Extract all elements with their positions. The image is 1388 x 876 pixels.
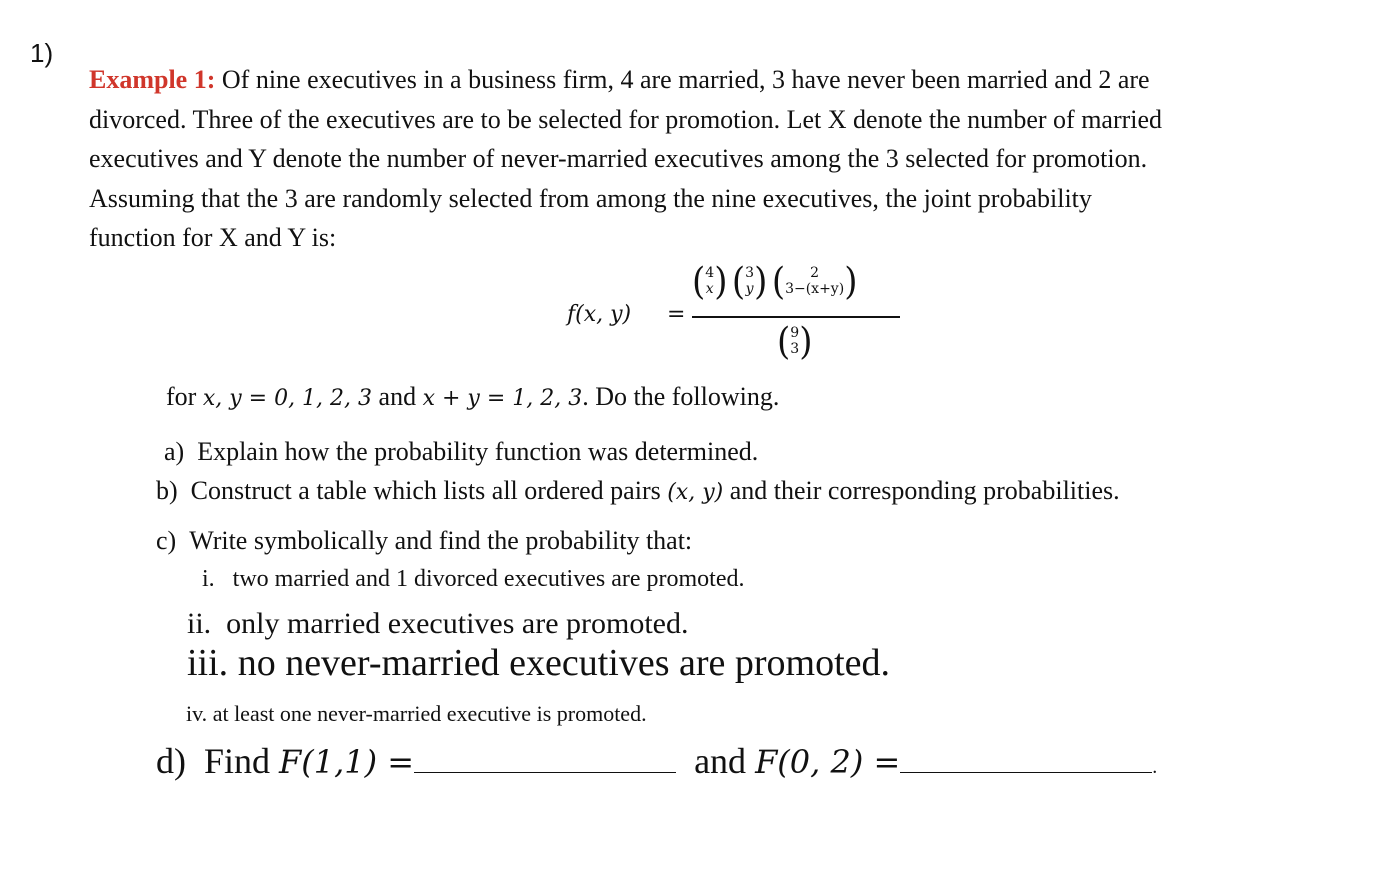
item-c-ii-label: ii. [187,607,212,640]
binom-3-y: (3 y) [731,260,768,304]
item-a-label: a) [164,437,185,466]
item-b-math: (x, y) [667,480,724,505]
formula-equals: = [667,302,686,327]
domain-and: and [372,382,423,411]
item-d-math-2: F(0, 2) = [755,743,901,781]
item-b-text-post: and their corresponding probabilities. [723,476,1120,505]
joint-probability-formula [567,262,907,362]
item-a [164,437,758,467]
formula-denominator [777,322,812,362]
binom-9-3: (9 3) [777,320,813,364]
binom3-top: 2 [810,265,820,281]
item-d [156,740,1157,782]
example-line-5: function for X and Y is: [89,223,337,253]
item-c-ii-text: only married executives are promoted. [226,607,689,640]
item-c-text: Write symbolically and find the probability that: [189,526,693,555]
item-d-and: and [694,741,756,781]
item-c-iv [186,701,647,727]
denom-top: 9 [790,325,800,341]
answer-blank-1[interactable] [414,772,676,773]
binom1-top: 4 [705,265,715,281]
item-d-label: d) [156,741,186,781]
formula-numerator [692,262,857,302]
denom-bottom: 3 [790,341,800,357]
example-line-3: executives and Y denote the number of never-married executives among the 3 selected for promotion. [89,144,1148,174]
fraction-bar [692,316,900,318]
item-d-text-pre: Find [204,741,280,781]
example-line-4: Assuming that the 3 are randomly selected from among the nine executives, the joint probability [89,183,1092,213]
binom3-bottom: 3−(x+y) [785,281,845,297]
example-line-2: divorced. Three of the executives are to be selected for promotion. Let X denote the number of married [89,104,1163,134]
item-c-iii-text: no never-married executives are promoted. [237,642,891,684]
item-c-label: c) [156,526,177,555]
item-c-i-label: i. [202,566,215,592]
item-c-i-text: two married and 1 divorced executives are promoted. [232,566,745,592]
example-paragraph [89,60,1304,258]
answer-blank-2[interactable] [900,772,1152,773]
domain-line [166,382,779,412]
domain-math-2: x + y = 1, 2, 3 [422,386,583,411]
item-c-iv-label: iv. [186,701,208,726]
item-c-iii-label: iii. [187,642,229,684]
item-d-end: . [1152,756,1158,778]
example-lead: Example 1: [89,65,216,94]
item-a-text: Explain how the probability function was determined. [197,437,759,466]
item-c-i [202,566,744,593]
item-c-ii [187,607,689,641]
question-number: 1) [30,38,54,68]
item-b [156,476,1120,506]
item-c-iv-text: at least one never-married executive is promoted. [212,701,647,726]
item-d-math-1: F(1,1) = [279,743,415,781]
item-c-iii [187,641,890,685]
domain-suffix: . Do the following. [582,382,780,411]
item-c [156,526,692,556]
item-b-label: b) [156,476,178,505]
binom-4-x: (4 x) [692,260,728,304]
item-b-text-pre: Construct a table which lists all ordered pairs [190,476,668,505]
binom2-bottom: y [745,281,754,297]
domain-math-1: x, y = 0, 1, 2, 3 [202,386,373,411]
binom-2-rest: ( 2 3−(x+y)) [771,260,858,304]
binom2-top: 3 [745,265,755,281]
formula-lhs: f(x, y) [567,302,632,327]
example-line-1: Of nine executives in a business firm, 4 are married, 3 have never been married and 2 are [215,65,1150,94]
domain-prefix: for [166,382,203,411]
binom1-bottom: x [705,281,714,297]
